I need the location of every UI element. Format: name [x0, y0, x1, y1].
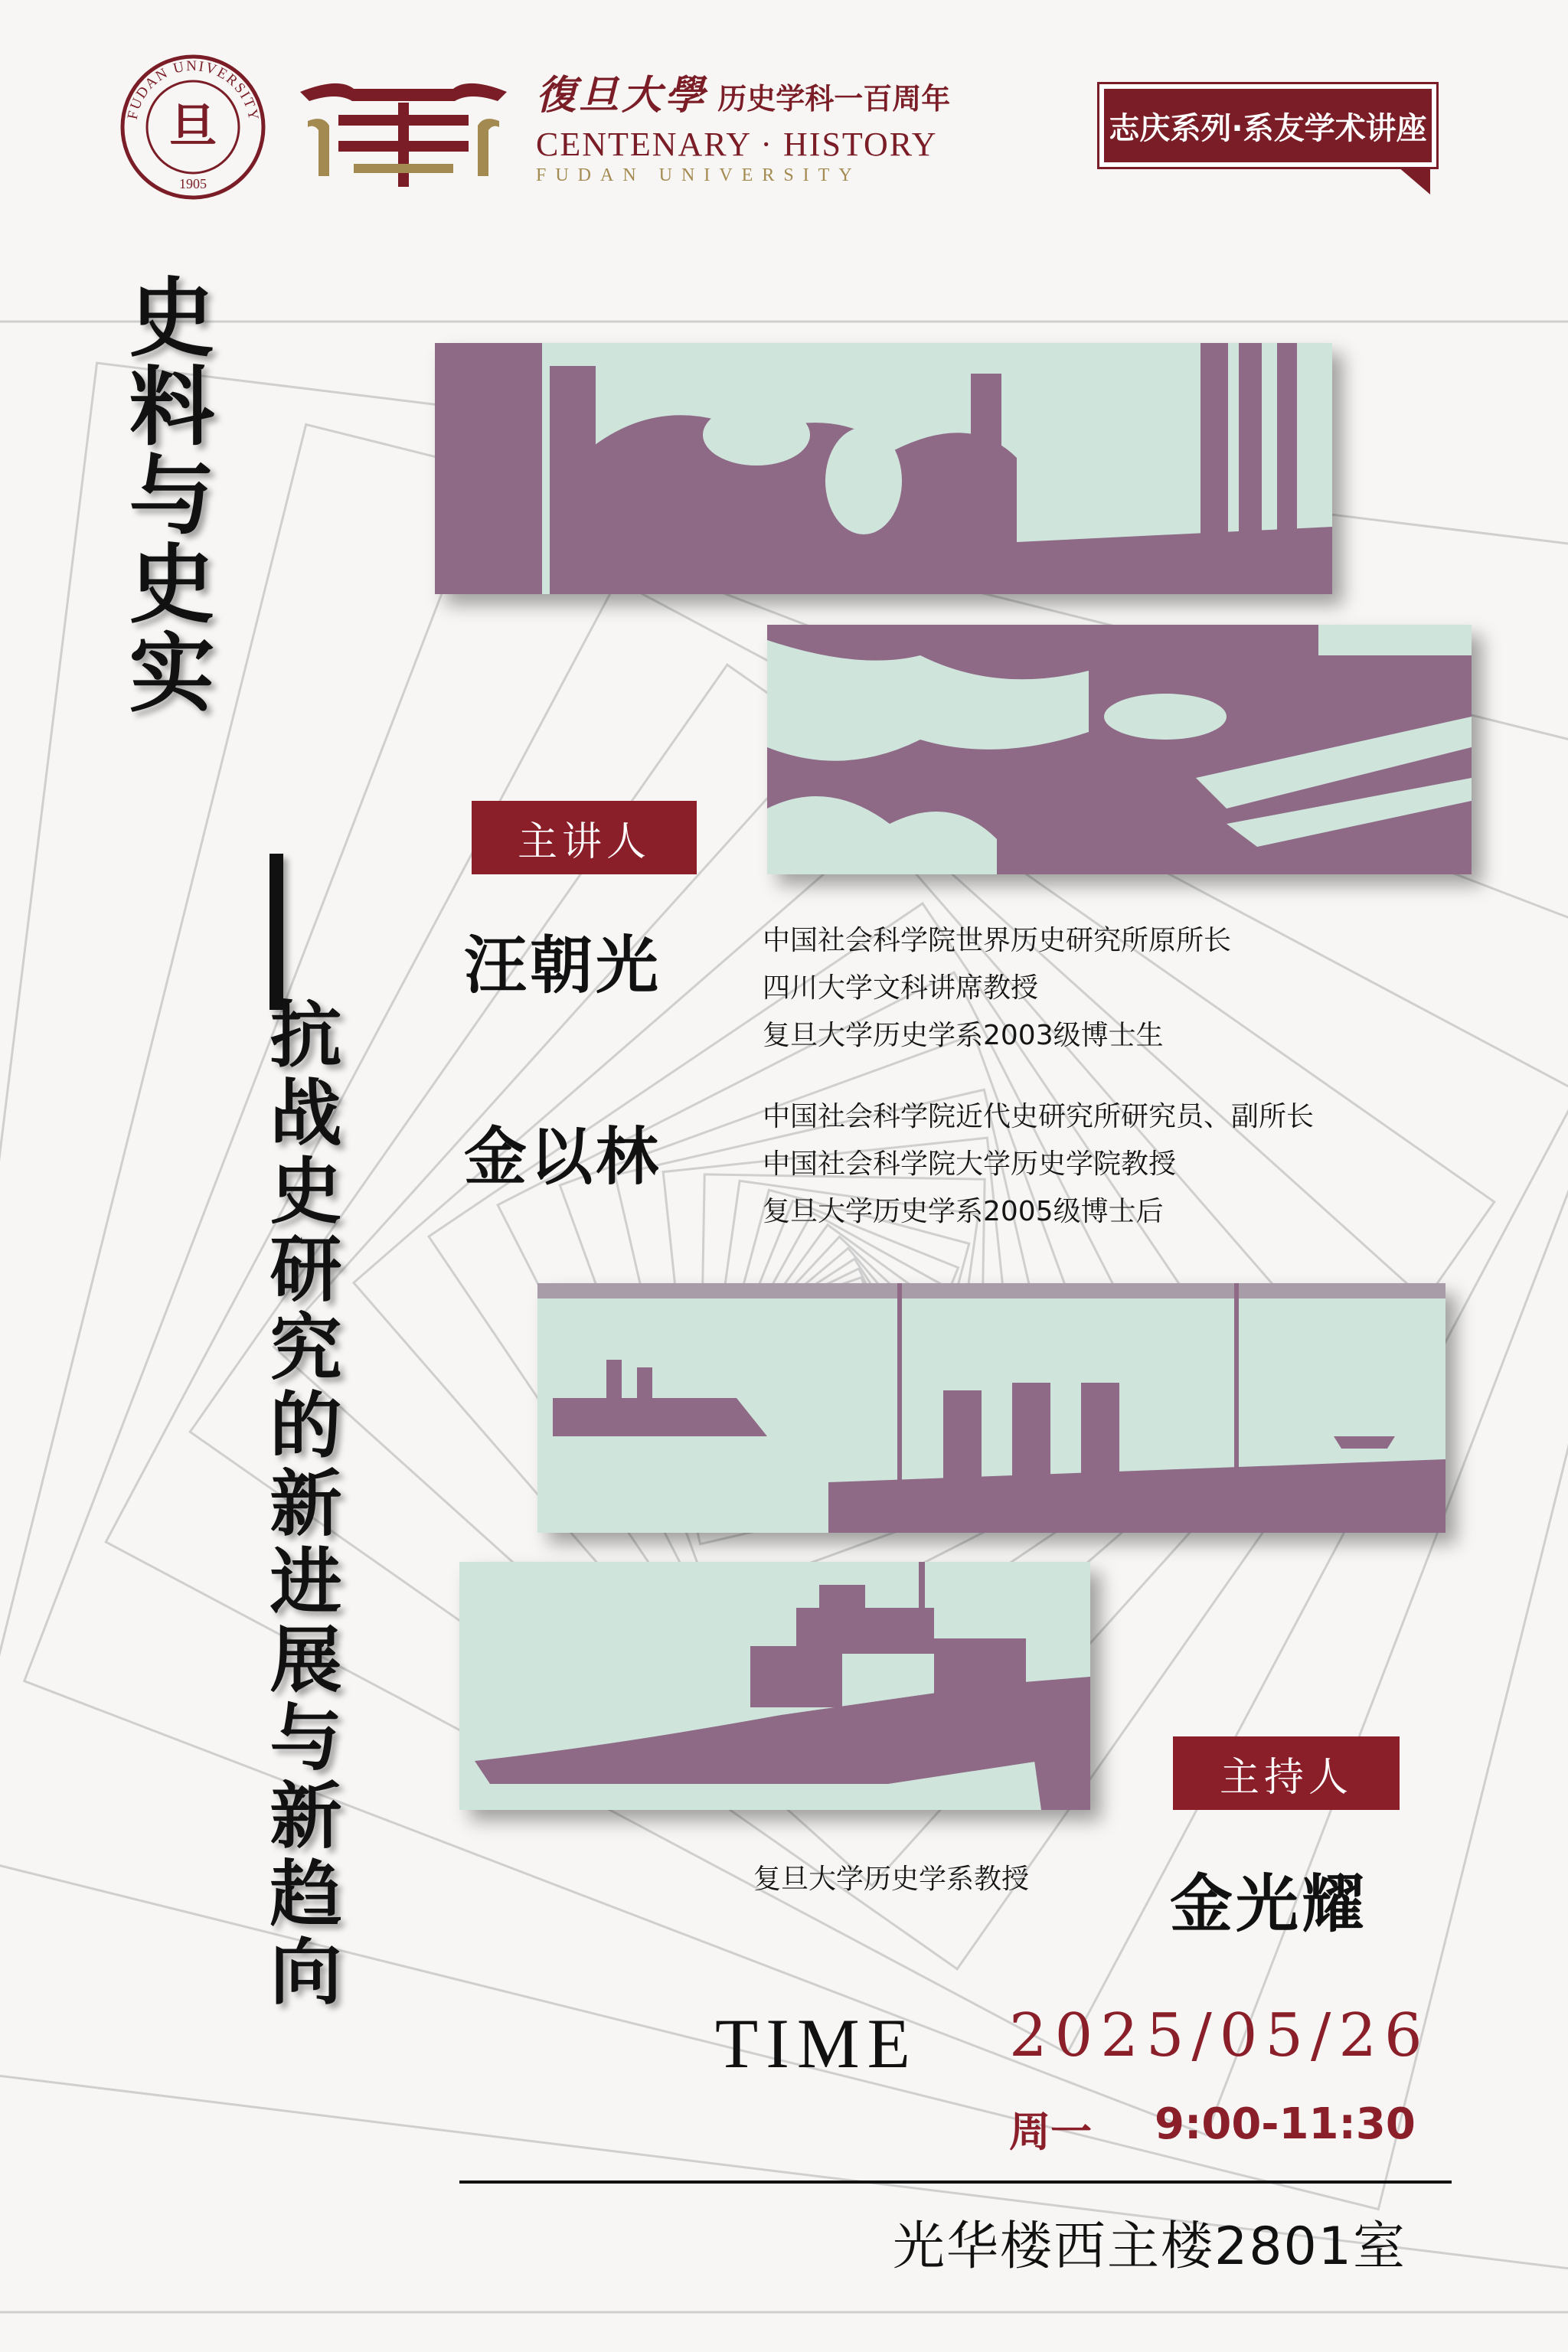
svg-text:1905: 1905 — [179, 176, 207, 191]
speaker-2-title-1: 中国社会科学院近代史研究所研究员、副所长 — [763, 1101, 1315, 1132]
main-title: 史料与史实 — [115, 273, 214, 717]
speaker-1-title-1: 中国社会科学院世界历史研究所原所长 — [763, 925, 1232, 956]
photo-soldiers-1 — [435, 343, 1332, 594]
title-dash — [270, 854, 283, 1010]
speaker-2-title-2: 中国社会科学院大学历史学院教授 — [763, 1148, 1177, 1180]
host-title: 复旦大学历史学系教授 — [753, 1864, 1030, 1895]
speakers-label: 主讲人 — [472, 801, 697, 874]
fudan-seal-icon — [119, 54, 266, 201]
event-weekday: 周一 — [1009, 2108, 1092, 2156]
header-line1 — [536, 63, 950, 120]
photo-harbor-ship — [537, 1283, 1446, 1533]
centenary-logo-icon — [292, 61, 514, 191]
speaker-2-title-3: 复旦大学历史学系2005级博士后 — [763, 1196, 1164, 1227]
centenary-cn: 历史学科一百周年 — [717, 81, 951, 116]
speaker-info-1 — [763, 917, 1231, 1060]
subtitle: 抗战史研究的新进展与新趋向 — [257, 997, 341, 2012]
speaker-info-2 — [763, 1093, 1314, 1236]
host-name: 金光耀 — [1170, 1868, 1368, 1941]
event-date: 2025/05/26 — [1009, 2001, 1430, 2070]
speaker-name-2: 金以林 — [464, 1121, 662, 1194]
photo-soldiers-2 — [767, 625, 1472, 874]
time-label: TIME — [715, 2004, 918, 2082]
header-text — [536, 63, 950, 186]
divider-rule — [459, 2180, 1452, 2184]
series-badge-tail — [1398, 167, 1430, 194]
speaker-1-title-3: 复旦大学历史学系2003级博士生 — [763, 1020, 1164, 1051]
event-time-range: 9:00-11:30 — [1155, 2099, 1416, 2149]
photo-warship — [459, 1562, 1090, 1810]
svg-text:FUDAN UNIVERSITY: FUDAN UNIVERSITY — [124, 57, 262, 123]
host-label: 主持人 — [1173, 1736, 1400, 1810]
svg-text:旦: 旦 — [168, 98, 217, 154]
series-badge: 志庆系列·系友学术讲座 — [1099, 84, 1436, 167]
university-en: FUDAN UNIVERSITY — [536, 165, 861, 185]
event-venue: 光华楼西主楼2801室 — [893, 2216, 1407, 2277]
speaker-1-title-2: 四川大学文科讲席教授 — [763, 972, 1039, 1004]
calligraphy-title: 復旦大學 — [536, 72, 708, 119]
speaker-name-1: 汪朝光 — [464, 929, 662, 1002]
centenary-en: CENTENARY · HISTORY — [536, 126, 938, 163]
